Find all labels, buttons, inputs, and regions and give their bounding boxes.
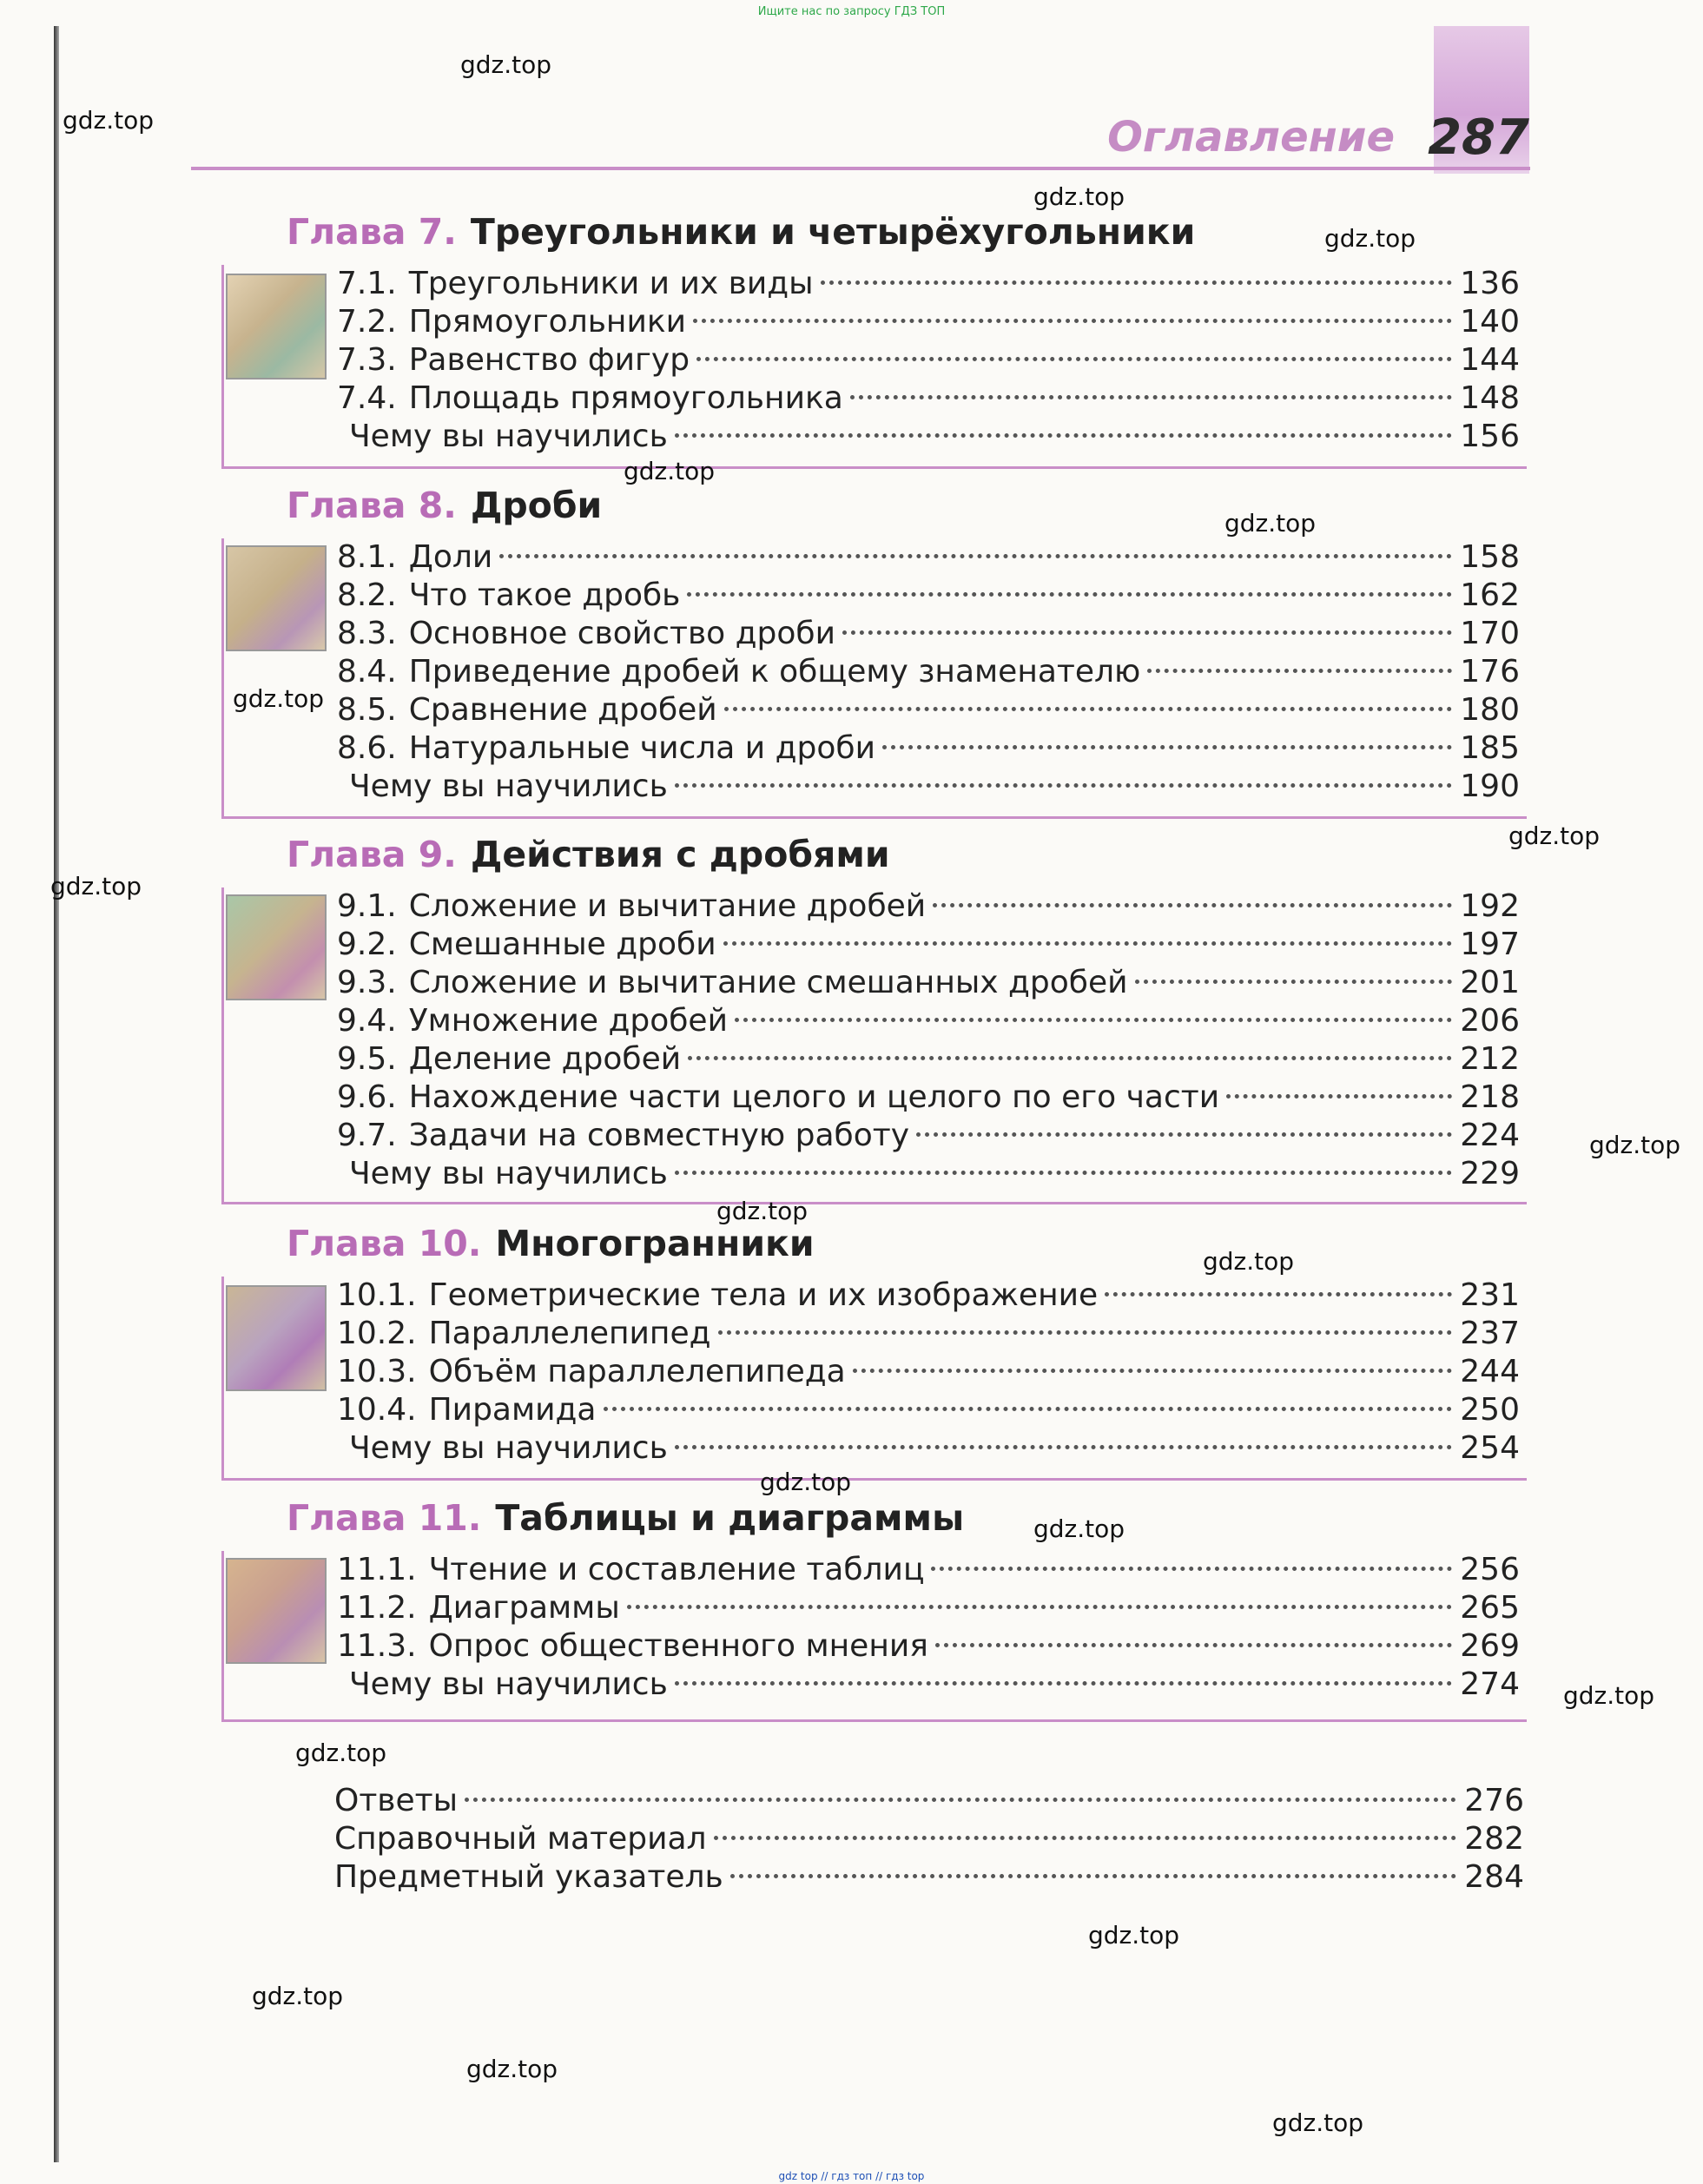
leader-dots: [627, 1605, 1452, 1609]
watermark: gdz.top: [460, 50, 552, 79]
entry-title: Чтение и составление таблиц: [428, 1552, 925, 1587]
entry-number: 7.3.: [337, 342, 397, 378]
entry-number: 8.1.: [337, 539, 397, 575]
watermark: gdz.top: [1508, 821, 1601, 850]
toc-entry[interactable]: [337, 926, 1520, 964]
toc-entry[interactable]: [337, 1353, 1520, 1391]
toc-entry[interactable]: [337, 1040, 1520, 1079]
entry-page: 136: [1460, 266, 1520, 301]
entry-page: 224: [1460, 1118, 1520, 1153]
entry-title: Справочный материал: [334, 1821, 707, 1857]
toc-entry[interactable]: [337, 1315, 1520, 1353]
leader-dots: [735, 1018, 1452, 1022]
watermark: gdz.top: [716, 1197, 809, 1225]
chapter-8-thumbnail: [226, 545, 327, 651]
watermark: gdz.top: [1033, 1514, 1125, 1543]
entry-page: 206: [1460, 1003, 1520, 1039]
entry-title: Чему вы научились: [349, 1666, 668, 1702]
entry-title: Чему вы научились: [349, 769, 668, 804]
leader-dots: [1105, 1292, 1452, 1297]
toc-entry[interactable]: [337, 1666, 1520, 1704]
leader-dots: [499, 554, 1452, 558]
leader-dots: [853, 1369, 1452, 1373]
entry-title: Что такое дробь: [408, 577, 681, 613]
leader-dots: [718, 1330, 1453, 1335]
chapter-8-block: [221, 538, 1527, 819]
toc-entry[interactable]: [337, 1627, 1520, 1666]
entry-page: 218: [1460, 1079, 1520, 1115]
entry-number: 7.2.: [337, 304, 397, 340]
entry-number: 9.6.: [337, 1079, 397, 1115]
chapter-9-block: [221, 887, 1527, 1204]
entry-number: 9.5.: [337, 1041, 397, 1077]
watermark: gdz.top: [624, 457, 716, 485]
chapter-label: Глава 7.: [287, 211, 457, 253]
toc-list: [337, 887, 1520, 1202]
entry-page: 162: [1460, 577, 1520, 613]
entry-title: Нахождение части целого и целого по его части: [408, 1079, 1220, 1115]
leader-dots: [675, 433, 1452, 438]
leader-dots: [821, 280, 1452, 285]
bottom-note: gdz top // гдз топ // гдз top: [778, 2170, 925, 2182]
watermark: gdz.top: [1203, 1247, 1295, 1276]
chapter-8-heading: [287, 485, 602, 526]
leader-dots: [882, 745, 1452, 749]
toc-entry[interactable]: [337, 1079, 1520, 1117]
leader-dots: [723, 941, 1452, 946]
leader-dots: [916, 1132, 1452, 1137]
leader-dots: [696, 357, 1452, 361]
chapter-11-heading: [287, 1497, 964, 1539]
entry-title: Умножение дробей: [408, 1003, 728, 1039]
entry-title: Диаграммы: [428, 1590, 620, 1626]
entry-page: 212: [1460, 1041, 1520, 1077]
toc-entry[interactable]: [337, 577, 1520, 615]
leader-dots: [693, 319, 1452, 323]
toc-entry[interactable]: [334, 1820, 1524, 1858]
entry-title: Натуральные числа и дроби: [408, 730, 875, 766]
watermark: gdz.top: [1224, 509, 1317, 538]
toc-entry[interactable]: [337, 1429, 1520, 1468]
leader-dots: [675, 783, 1452, 788]
watermark: gdz.top: [1033, 182, 1125, 211]
entry-page: 284: [1464, 1859, 1524, 1895]
entry-number: 8.5.: [337, 692, 397, 728]
entry-page: 231: [1460, 1277, 1520, 1313]
entry-number: 9.7.: [337, 1118, 397, 1153]
entry-number: 7.1.: [337, 266, 397, 301]
entry-title: Объём параллелепипеда: [428, 1354, 846, 1389]
toc-entry[interactable]: [337, 341, 1520, 379]
entry-page: 197: [1460, 927, 1520, 962]
entry-number: 8.2.: [337, 577, 397, 613]
entry-title: Площадь прямоугольника: [408, 380, 843, 416]
leader-dots: [1135, 980, 1452, 984]
toc-list: [337, 538, 1520, 816]
toc-entry[interactable]: [337, 615, 1520, 653]
entry-page: 229: [1460, 1156, 1520, 1191]
entry-number: 9.1.: [337, 888, 397, 924]
leader-dots: [933, 903, 1452, 907]
toc-entry[interactable]: [337, 1002, 1520, 1040]
leader-dots: [1147, 669, 1452, 673]
entry-page: 244: [1460, 1354, 1520, 1389]
toc-list: [337, 1551, 1520, 1719]
entry-title: Деление дробей: [408, 1041, 682, 1077]
entry-page: 170: [1460, 616, 1520, 651]
entry-title: Треугольники и их виды: [408, 266, 814, 301]
entry-title: Пирамида: [428, 1392, 597, 1428]
leader-dots: [675, 1681, 1452, 1686]
chapter-label: Глава 11.: [287, 1497, 482, 1539]
toc-entry[interactable]: [337, 303, 1520, 341]
entry-page: 256: [1460, 1552, 1520, 1587]
toc-list: [337, 265, 1520, 466]
entry-title: Основное свойство дроби: [408, 616, 836, 651]
page-number: 287: [1428, 109, 1529, 166]
chapter-title: Дроби: [470, 485, 603, 526]
entry-number: 11.3.: [337, 1628, 417, 1664]
entry-title: Сложение и вычитание смешанных дробей: [408, 965, 1128, 1000]
leader-dots: [687, 592, 1452, 597]
entry-title: Чему вы научились: [349, 1430, 668, 1466]
watermark: gdz.top: [760, 1468, 852, 1496]
entry-title: Параллелепипед: [428, 1316, 711, 1351]
watermark: gdz.top: [252, 1982, 344, 2010]
entry-title: Предметный указатель: [334, 1859, 723, 1895]
chapter-label: Глава 9.: [287, 834, 457, 875]
chapter-11-block: [221, 1551, 1527, 1722]
entry-page: 269: [1460, 1628, 1520, 1664]
entry-page: 140: [1460, 304, 1520, 340]
chapter-label: Глава 8.: [287, 485, 457, 526]
toc-entry[interactable]: [337, 1391, 1520, 1429]
entry-page: 254: [1460, 1430, 1520, 1466]
top-note: Ищите нас по запросу ГДЗ ТОП: [757, 5, 946, 18]
entry-title: Чему вы научились: [349, 419, 668, 454]
toc-entry[interactable]: [337, 1551, 1520, 1589]
toc-entry[interactable]: [337, 653, 1520, 691]
leader-dots: [842, 630, 1452, 635]
entry-page: 282: [1464, 1821, 1524, 1857]
chapter-7-block: [221, 265, 1527, 469]
page-binding-edge: [54, 26, 59, 2162]
toc-entry[interactable]: [337, 1155, 1520, 1193]
toc-entry[interactable]: [337, 538, 1520, 577]
watermark: gdz.top: [1563, 1681, 1655, 1710]
toc-entry[interactable]: [334, 1782, 1524, 1820]
entry-number: 10.2.: [337, 1316, 417, 1351]
entry-number: 8.4.: [337, 654, 397, 690]
toc-entry[interactable]: [337, 964, 1520, 1002]
entry-title: Опрос общественного мнения: [428, 1628, 928, 1664]
leader-dots: [724, 707, 1452, 711]
toc-entry[interactable]: [337, 691, 1520, 729]
leader-dots: [935, 1643, 1452, 1647]
leader-dots: [1226, 1094, 1452, 1099]
toc-entry[interactable]: [337, 418, 1520, 456]
entry-number: 8.3.: [337, 616, 397, 651]
entry-title: Равенство фигур: [408, 342, 690, 378]
watermark: gdz.top: [1088, 1921, 1180, 1950]
page-title: Оглавление: [1107, 113, 1395, 162]
entry-title: Приведение дробей к общему знаменателю: [408, 654, 1141, 690]
chapter-7-thumbnail: [226, 274, 327, 379]
entry-title: Смешанные дроби: [408, 927, 716, 962]
leader-dots: [604, 1407, 1453, 1411]
appendix-list: [334, 1782, 1524, 1904]
entry-page: 180: [1460, 692, 1520, 728]
entry-page: 192: [1460, 888, 1520, 924]
chapter-9-thumbnail: [226, 894, 327, 1000]
watermark: gdz.top: [63, 106, 155, 135]
entry-title: Геометрические тела и их изображение: [428, 1277, 1099, 1313]
entry-number: 8.6.: [337, 730, 397, 766]
watermark: gdz.top: [295, 1739, 387, 1767]
entry-number: 11.2.: [337, 1590, 417, 1626]
entry-page: 156: [1460, 419, 1520, 454]
watermark: gdz.top: [233, 684, 325, 713]
entry-number: 11.1.: [337, 1552, 417, 1587]
toc-entry[interactable]: [337, 887, 1520, 926]
toc-list: [337, 1277, 1520, 1478]
chapter-11-thumbnail: [226, 1558, 327, 1664]
toc-entry[interactable]: [337, 1589, 1520, 1627]
toc-entry[interactable]: [334, 1858, 1524, 1897]
toc-entry[interactable]: [337, 379, 1520, 418]
watermark: gdz.top: [1589, 1131, 1681, 1159]
leader-dots: [688, 1056, 1452, 1060]
chapter-title: Действия с дробями: [470, 834, 890, 875]
chapter-9-heading: [287, 834, 890, 875]
entry-title: Доли: [408, 539, 493, 575]
chapter-10-thumbnail: [226, 1285, 327, 1391]
chapter-10-block: [221, 1277, 1527, 1481]
leader-dots: [714, 1836, 1456, 1840]
toc-entry[interactable]: [337, 265, 1520, 303]
watermark: gdz.top: [1324, 224, 1416, 253]
chapter-7-heading: [287, 211, 1195, 253]
watermark: gdz.top: [466, 2055, 558, 2083]
leader-dots: [931, 1567, 1452, 1571]
entry-page: 158: [1460, 539, 1520, 575]
entry-page: 265: [1460, 1590, 1520, 1626]
entry-number: 9.3.: [337, 965, 397, 1000]
leader-dots: [675, 1171, 1452, 1175]
header-rule: [191, 167, 1530, 170]
entry-page: 276: [1464, 1783, 1524, 1818]
chapter-label: Глава 10.: [287, 1223, 482, 1264]
leader-dots: [465, 1798, 1456, 1802]
entry-page: 190: [1460, 769, 1520, 804]
leader-dots: [850, 395, 1452, 399]
entry-page: 148: [1460, 380, 1520, 416]
entry-number: 9.4.: [337, 1003, 397, 1039]
watermark: gdz.top: [50, 872, 142, 901]
entry-title: Задачи на совместную работу: [408, 1118, 910, 1153]
chapter-title: Многогранники: [495, 1223, 815, 1264]
entry-title: Сравнение дробей: [408, 692, 717, 728]
entry-page: 201: [1460, 965, 1520, 1000]
watermark: gdz.top: [1272, 2108, 1364, 2137]
entry-title: Чему вы научились: [349, 1156, 668, 1191]
entry-number: 10.1.: [337, 1277, 417, 1313]
chapter-title: Треугольники и четырёхугольники: [470, 211, 1196, 253]
toc-entry[interactable]: [337, 1117, 1520, 1155]
entry-number: 10.4.: [337, 1392, 417, 1428]
entry-title: Прямоугольники: [408, 304, 687, 340]
toc-entry[interactable]: [337, 768, 1520, 806]
toc-entry[interactable]: [337, 729, 1520, 768]
entry-number: 7.4.: [337, 380, 397, 416]
entry-title: Сложение и вычитание дробей: [408, 888, 927, 924]
entry-page: 144: [1460, 342, 1520, 378]
entry-page: 274: [1460, 1666, 1520, 1702]
entry-title: Ответы: [334, 1783, 459, 1818]
entry-page: 237: [1460, 1316, 1520, 1351]
entry-number: 10.3.: [337, 1354, 417, 1389]
entry-page: 250: [1460, 1392, 1520, 1428]
leader-dots: [730, 1874, 1456, 1878]
entry-page: 176: [1460, 654, 1520, 690]
entry-page: 185: [1460, 730, 1520, 766]
chapter-10-heading: [287, 1223, 815, 1264]
entry-number: 9.2.: [337, 927, 397, 962]
chapter-title: Таблицы и диаграммы: [495, 1497, 965, 1539]
leader-dots: [675, 1445, 1452, 1449]
toc-entry[interactable]: [337, 1277, 1520, 1315]
